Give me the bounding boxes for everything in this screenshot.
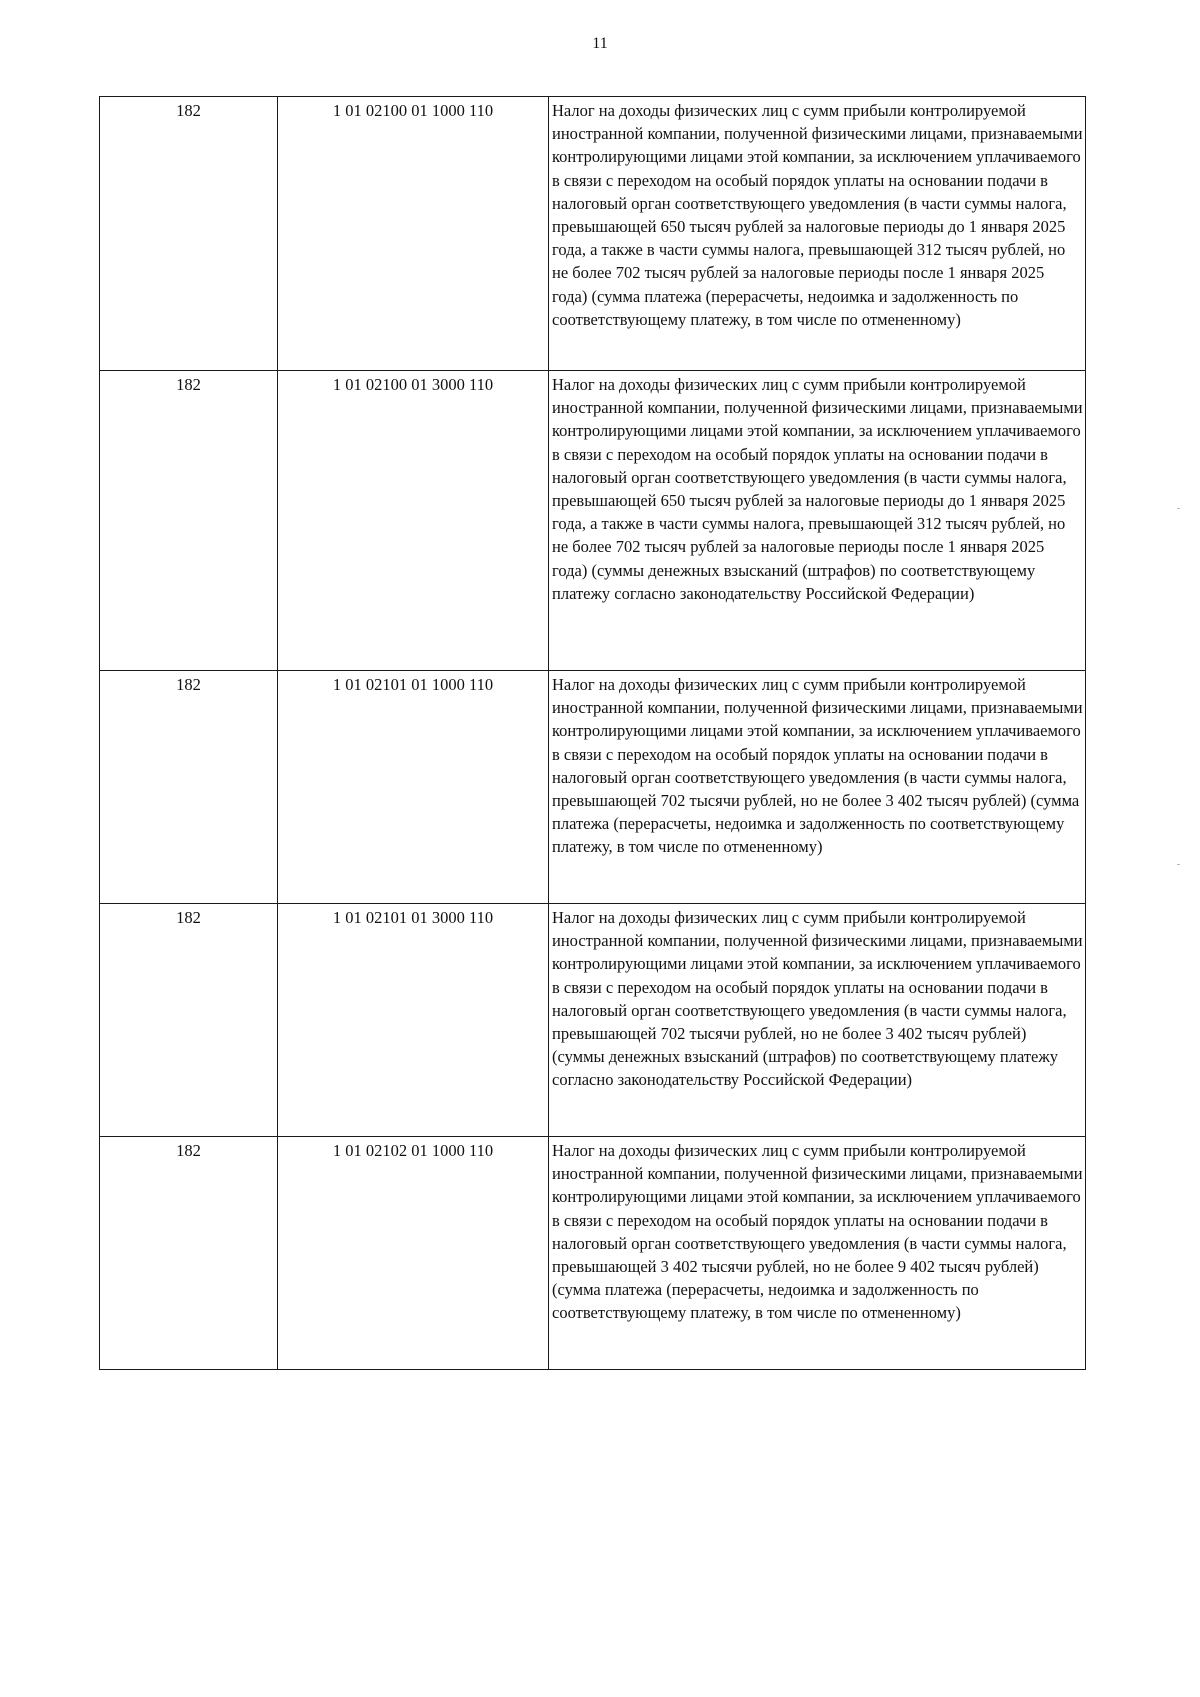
table-row [100, 904, 1086, 1137]
description-cell: Налог на доходы физических лиц с сумм прибыли контролируемой иностранной компании, полученной физическими лицами, признаваемыми контролирующими лицами этой компании, за исключением уплачиваемого в связи с переходом на особый порядок уплаты на основании подачи в налоговый орган соответствующего уведомления (в части суммы налога, превышающей 702 тысячи рублей, но не более 3 402 тысяч рублей) (суммы денежных взысканий (штрафов) по соответствующему платежу согласно законодательству Российской Федерации) [549, 904, 1086, 1137]
description-cell: Налог на доходы физических лиц с сумм прибыли контролируемой иностранной компании, полученной физическими лицами, признаваемыми контролирующими лицами этой компании, за исключением уплачиваемого в связи с переходом на особый порядок уплаты на основании подачи в налоговый орган соответствующего уведомления (в части суммы налога, превышающей 650 тысяч рублей за налоговые периоды до 1 января 2025 года, а также в части суммы налога, превышающей 312 тысяч рублей, но не более 702 тысяч рублей за налоговые периоды после 1 января 2025 года) (суммы денежных взысканий (штрафов) по соответствующему платежу согласно законодательству Российской Федерации) [549, 371, 1086, 671]
table-row [100, 97, 1086, 371]
budget-codes-table [99, 96, 1086, 1370]
kbk-code-cell: 1 01 02101 01 1000 110 [278, 671, 549, 904]
kbk-code-cell: 1 01 02100 01 1000 110 [278, 97, 549, 371]
kbk-code-cell: 1 01 02100 01 3000 110 [278, 371, 549, 671]
table-row [100, 371, 1086, 671]
admin-code-cell: 182 [100, 671, 278, 904]
admin-code-cell: 182 [100, 371, 278, 671]
admin-code-cell: 182 [100, 97, 278, 371]
admin-code-cell: 182 [100, 904, 278, 1137]
table-row [100, 671, 1086, 904]
admin-code-cell: 182 [100, 1137, 278, 1370]
kbk-code-cell: 1 01 02102 01 1000 110 [278, 1137, 549, 1370]
table-row [100, 1137, 1086, 1370]
description-cell: Налог на доходы физических лиц с сумм прибыли контролируемой иностранной компании, полученной физическими лицами, признаваемыми контролирующими лицами этой компании, за исключением уплачиваемого в связи с переходом на особый порядок уплаты на основании подачи в налоговый орган соответствующего уведомления (в части суммы налога, превышающей 702 тысячи рублей, но не более 3 402 тысяч рублей) (сумма платежа (перерасчеты, недоимка и задолженность по соответствующему платежу, в том числе по отмененному) [549, 671, 1086, 904]
description-cell: Налог на доходы физических лиц с сумм прибыли контролируемой иностранной компании, полученной физическими лицами, признаваемыми контролирующими лицами этой компании, за исключением уплачиваемого в связи с переходом на особый порядок уплаты на основании подачи в налоговый орган соответствующего уведомления (в части суммы налога, превышающей 3 402 тысячи рублей, но не более 9 402 тысяч рублей) (сумма платежа (перерасчеты, недоимка и задолженность по соответствующему платежу, в том числе по отмененному) [549, 1137, 1086, 1370]
scan-speck [1177, 508, 1180, 509]
description-cell: Налог на доходы физических лиц с сумм прибыли контролируемой иностранной компании, полученной физическими лицами, признаваемыми контролирующими лицами этой компании, за исключением уплачиваемого в связи с переходом на особый порядок уплаты на основании подачи в налоговый орган соответствующего уведомления (в части суммы налога, превышающей 650 тысяч рублей за налоговые периоды до 1 января 2025 года, а также в части суммы налога, превышающей 312 тысяч рублей, но не более 702 тысяч рублей за налоговые периоды после 1 января 2025 года) (сумма платежа (перерасчеты, недоимка и задолженность по соответствующему платежу, в том числе по отмененному) [549, 97, 1086, 371]
scan-speck [1177, 864, 1180, 865]
page-number: 11 [592, 35, 608, 52]
kbk-code-cell: 1 01 02101 01 3000 110 [278, 904, 549, 1137]
